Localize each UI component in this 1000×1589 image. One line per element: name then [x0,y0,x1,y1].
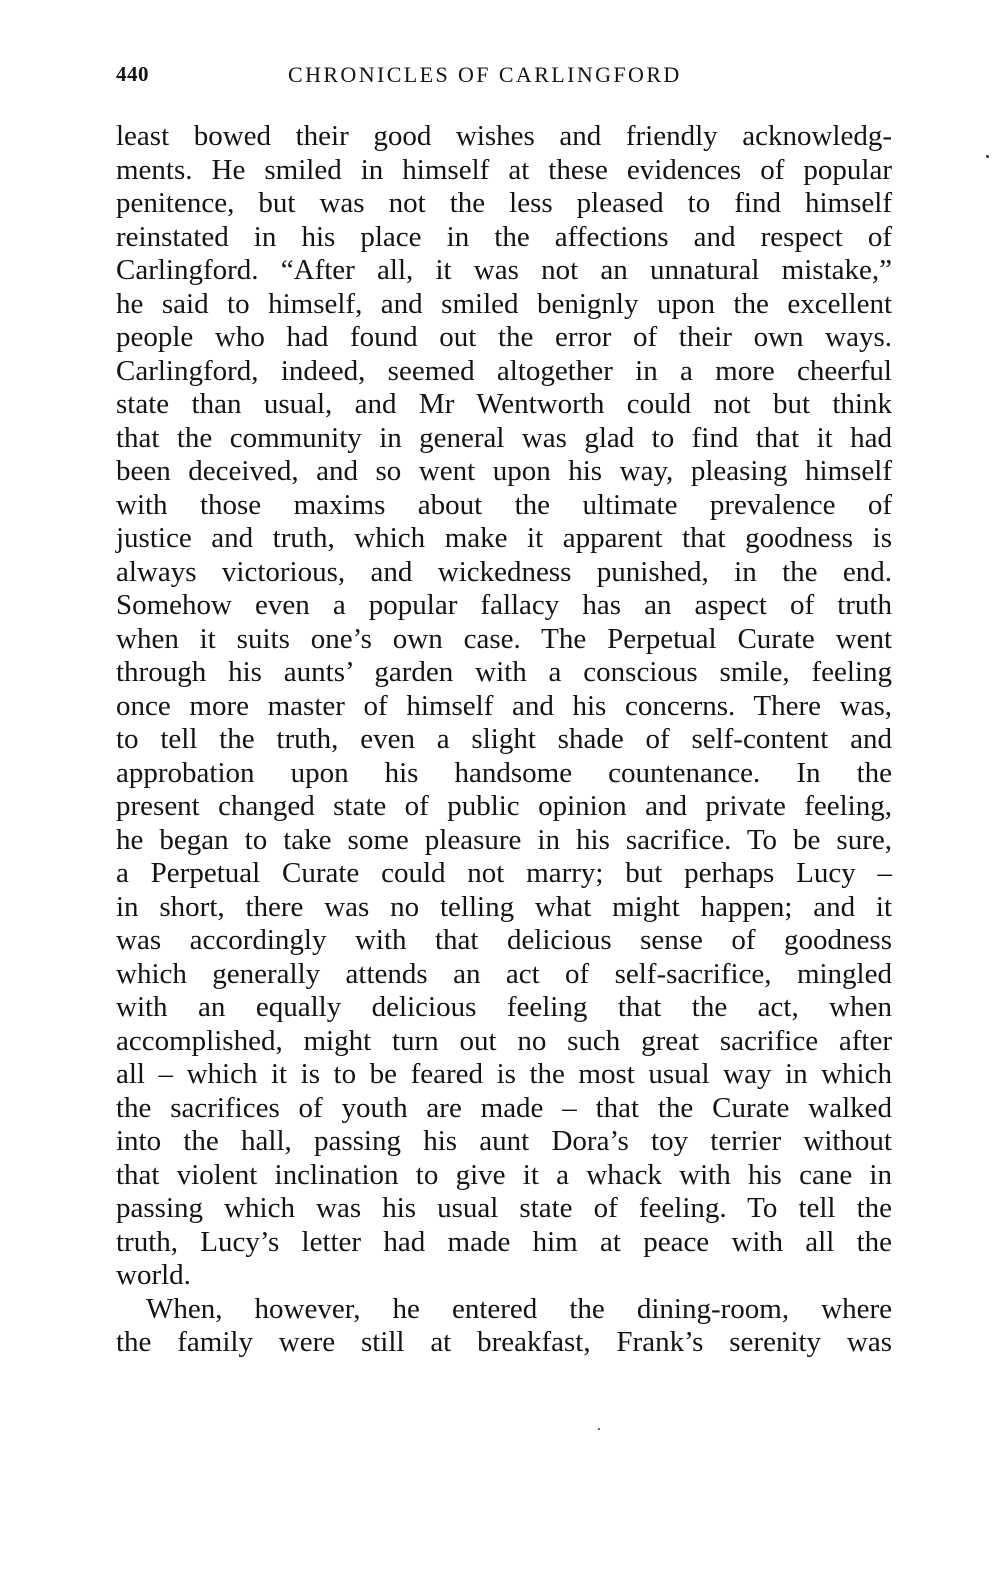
text-line: all – which it is to be feared is the most usual way in which [116,1058,892,1090]
text-line: to tell the truth, even a slight shade of self-content and [116,723,892,755]
text-line: Carlingford. “After all, it was not an unnatural mistake,” [116,254,892,286]
text-line: truth, Lucy’s letter had made him at peace with all the [116,1225,892,1258]
text-line: a Perpetual Curate could not marry; but perhaps Lucy – [116,857,892,889]
text-line: which generally attends an act of self-sacrifice, mingled [116,957,892,990]
text-line: with an equally delicious feeling that the act, when [116,991,892,1023]
text-line: the sacrifices of youth are made – that the Curate walked [116,1091,892,1124]
text-line: ments. He smiled in himself at these evidences of popular [116,153,892,186]
text-line: justice and truth, which make it apparent that goodness is [116,522,892,554]
text-line: he began to take some pleasure in his sacrifice. To be sure, [116,823,892,856]
text-line: Carlingford, indeed, seemed altogether in a more cheerful [116,354,892,387]
text-line: into the hall, passing his aunt Dora’s toy terrier without [116,1125,892,1157]
text-line: reinstated in his place in the affections and respect of [116,220,892,253]
page-number: 440 [116,62,149,86]
text-line: that the community in general was glad to find that it had [116,421,892,454]
text-line: penitence, but was not the less pleased to find himself [116,187,892,219]
text-line: Somehow even a popular fallacy has an aspect of truth [116,589,892,621]
text-line: world. [116,1259,191,1291]
text-line: once more master of himself and his concerns. There was, [116,689,892,722]
text-line: in short, there was no telling what might happen; and it [116,890,892,923]
text-line: When, however, he entered the dining-room, where [146,1292,892,1325]
text-line: state than usual, and Mr Wentworth could not but think [116,388,892,420]
paragraph-1 [116,120,892,1293]
book-title: CHRONICLES OF CARLINGFORD [288,62,682,87]
text-line: when it suits one’s own case. The Perpetual Curate went [116,622,892,655]
paragraph-2 [116,1293,892,1360]
text-line: that violent inclination to give it a whack with his cane in [116,1158,892,1191]
running-head [116,62,896,98]
text-line: through his aunts’ garden with a conscious smile, feeling [116,656,892,688]
text-line: people who had found out the error of their own ways. [116,321,892,353]
body-text [116,120,892,1360]
text-line: was accordingly with that delicious sense of goodness [116,924,892,956]
text-line: least bowed their good wishes and friendly acknowledg- [116,120,892,152]
text-line: the family were still at breakfast, Frank’s serenity was [116,1326,892,1358]
text-line: approbation upon his handsome countenance. In the [116,756,892,789]
text-line: accomplished, might turn out no such great sacrifice after [116,1024,892,1057]
text-line: he said to himself, and smiled benignly upon the excellent [116,287,892,320]
text-line: been deceived, and so went upon his way, pleasing himself [116,455,892,487]
print-speck [986,155,989,158]
text-line: with those maxims about the ultimate prevalence of [116,488,892,521]
print-speck [598,1428,600,1430]
text-line: always victorious, and wickedness punished, in the end. [116,555,892,588]
text-line: passing which was his usual state of feeling. To tell the [116,1192,892,1224]
text-line: present changed state of public opinion and private feeling, [116,790,892,822]
